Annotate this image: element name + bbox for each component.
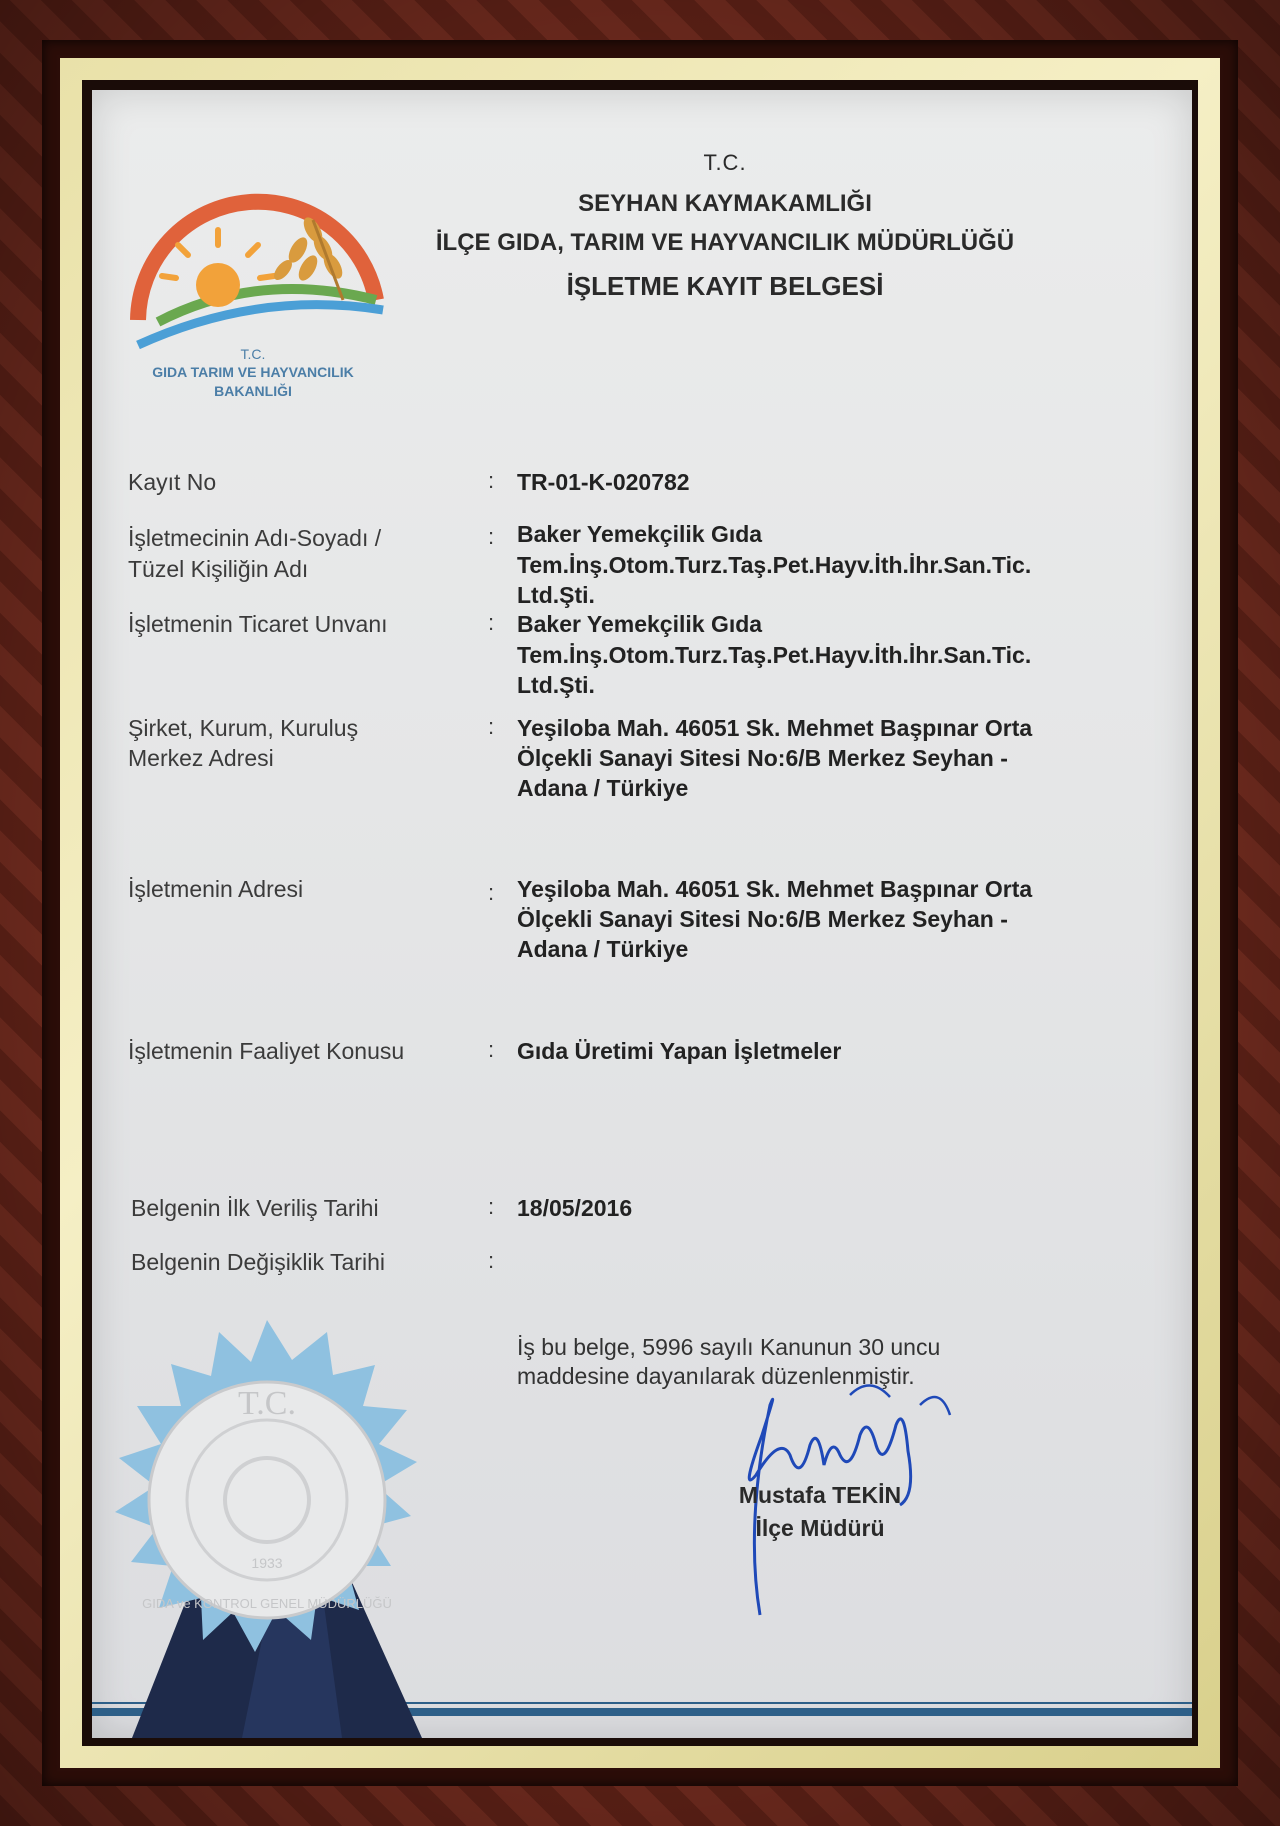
label-isletme-adresi: İşletmenin Adresi bbox=[128, 876, 304, 902]
value-faaliyet-konusu: Gıda Üretimi Yapan İşletmeler bbox=[517, 1038, 842, 1064]
label-degisiklik-tarihi: Belgenin Değişiklik Tarihi bbox=[131, 1249, 385, 1275]
label-merkez-adresi-1: Şirket, Kurum, Kuruluş bbox=[128, 715, 359, 741]
legal-note-line-2: maddesine dayanılarak düzenlenmiştir. bbox=[517, 1363, 915, 1389]
signer-title: İlçe Müdürü bbox=[755, 1515, 885, 1541]
value-kayit-no: TR-01-K-020782 bbox=[517, 469, 690, 495]
logo-text-ministry: GIDA TARIM VE HAYVANCILIK bbox=[152, 364, 354, 380]
value-merkez-adresi-3: Adana / Türkiye bbox=[517, 775, 689, 801]
logo-text-bakanlik: BAKANLIĞI bbox=[214, 383, 292, 399]
colon: : bbox=[488, 468, 495, 493]
seal-tc-text: T.C. bbox=[238, 1385, 296, 1422]
value-isletmeci-2: Tem.İnş.Otom.Turz.Taş.Pet.Hayv.İth.İhr.San.Tic. bbox=[517, 552, 1032, 578]
value-isletme-adresi-3: Adana / Türkiye bbox=[517, 936, 689, 962]
logo-text-tc: T.C. bbox=[240, 346, 266, 362]
colon: : bbox=[488, 1037, 495, 1062]
colon: : bbox=[488, 880, 495, 905]
value-isletmeci-1: Baker Yemekçilik Gıda bbox=[517, 521, 763, 547]
label-merkez-adresi-2: Merkez Adresi bbox=[128, 745, 274, 771]
value-merkez-adresi-2: Ölçekli Sanayi Sitesi No:6/B Merkez Seyhan - bbox=[517, 745, 1008, 771]
value-isletme-adresi-2: Ölçekli Sanayi Sitesi No:6/B Merkez Seyhan - bbox=[517, 906, 1008, 932]
value-ilk-verilis-tarihi: 18/05/2016 bbox=[517, 1195, 633, 1221]
document-title: İŞLETME KAYIT BELGESİ bbox=[566, 271, 884, 301]
label-faaliyet-konusu: İşletmenin Faaliyet Konusu bbox=[128, 1038, 405, 1064]
legal-note-line-1: İş bu belge, 5996 sayılı Kanunun 30 uncu bbox=[517, 1334, 941, 1360]
colon: : bbox=[488, 524, 495, 549]
label-isletmeci-2: Tüzel Kişiliğin Adı bbox=[128, 556, 309, 582]
embossed-seal-icon bbox=[92, 1260, 472, 1738]
seal-ring-text: GIDA ve KONTROL GENEL MÜDÜRLÜĞÜ bbox=[142, 1596, 392, 1611]
value-ticaret-unvani-1: Baker Yemekçilik Gıda bbox=[517, 611, 763, 637]
label-ticaret-unvani: İşletmenin Ticaret Unvanı bbox=[128, 611, 388, 637]
label-ilk-verilis-tarihi: Belgenin İlk Veriliş Tarihi bbox=[131, 1195, 379, 1221]
value-isletmeci-3: Ltd.Şti. bbox=[517, 582, 595, 608]
value-ticaret-unvani-3: Ltd.Şti. bbox=[517, 672, 595, 698]
value-isletme-adresi-1: Yeşiloba Mah. 46051 Sk. Mehmet Başpınar Orta bbox=[517, 876, 1033, 902]
header-tc: T.C. bbox=[703, 150, 747, 175]
header-mudurluk: İLÇE GIDA, TARIM VE HAYVANCILIK MÜDÜRLÜĞÜ bbox=[435, 229, 1015, 256]
colon: : bbox=[488, 610, 495, 635]
seal-year-text: 1933 bbox=[251, 1555, 283, 1571]
label-kayit-no: Kayıt No bbox=[128, 469, 217, 495]
colon: : bbox=[488, 1248, 495, 1273]
colon: : bbox=[488, 1194, 495, 1219]
label-isletmeci-1: İşletmecinin Adı-Soyadı / bbox=[128, 525, 382, 551]
colon: : bbox=[488, 714, 495, 739]
value-ticaret-unvani-2: Tem.İnş.Otom.Turz.Taş.Pet.Hayv.İth.İhr.San.Tic. bbox=[517, 642, 1032, 668]
header-kaymakamlik: SEYHAN KAYMAKAMLIĞI bbox=[578, 190, 872, 217]
signer-name: Mustafa TEKİN bbox=[738, 1482, 902, 1508]
value-merkez-adresi-1: Yeşiloba Mah. 46051 Sk. Mehmet Başpınar Orta bbox=[517, 715, 1033, 741]
